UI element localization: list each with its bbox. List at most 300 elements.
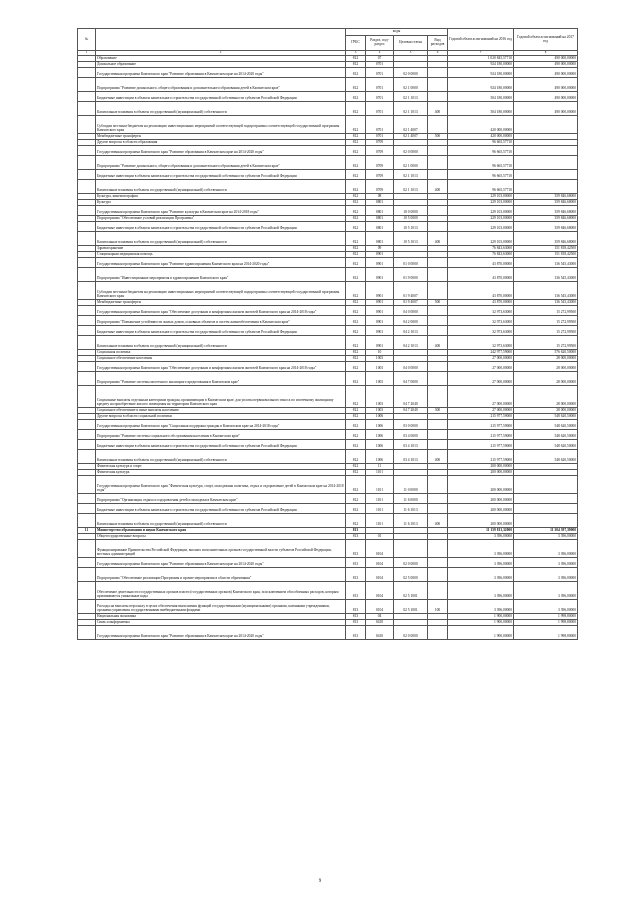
row-number	[78, 372, 96, 386]
row-name: Бюджетные инвестиции в объекты капитального строительства государственной собственности субъектов Российской Федерации	[96, 504, 346, 514]
row-expense-type: 500	[428, 300, 448, 306]
row-expense-type	[428, 146, 448, 156]
row-amount-2016: 215 977,59000	[448, 450, 514, 464]
row-target-article: 11 0 0000	[394, 476, 428, 494]
row-name: Капитальные вложения в объекты государственной (муниципальной) собственности	[96, 514, 346, 528]
table-row	[78, 156, 578, 170]
row-amount-2017: 3 396,00000	[514, 540, 578, 558]
row-grbs: 812	[346, 356, 366, 362]
row-number	[78, 206, 96, 216]
row-grbs: 812	[346, 414, 366, 420]
row-target-article: 02 1 1013	[394, 102, 428, 116]
row-amount-2017: 3 396,00000	[514, 558, 578, 568]
row-grbs: 812	[346, 440, 366, 450]
row-razdel: 1006	[366, 420, 394, 430]
row-amount-2017	[514, 116, 578, 134]
row-amount-2017: 136 545,43000	[514, 300, 578, 306]
row-expense-type: 300	[428, 408, 448, 414]
row-target-article: 02 1 1013	[394, 180, 428, 194]
row-number	[78, 362, 96, 372]
row-amount-2016: 200 000,00000	[448, 470, 514, 476]
row-number	[78, 430, 96, 440]
table-row	[78, 68, 578, 78]
row-razdel: 0901	[366, 306, 394, 316]
row-razdel: 0801	[366, 206, 394, 216]
row-amount-2016: 76 843,63000	[448, 252, 514, 258]
row-razdel: 0901	[366, 326, 394, 336]
row-target-article: 10 5 1013	[394, 222, 428, 232]
row-amount-2016: 229 103,00000	[448, 232, 514, 246]
row-amount-2016: 3 396,00000	[448, 558, 514, 568]
table-row	[78, 282, 578, 300]
row-expense-type	[428, 170, 448, 180]
row-razdel: 0801	[366, 232, 394, 246]
row-amount-2016: 32 973,63000	[448, 326, 514, 336]
table-row	[78, 170, 578, 180]
row-amount-2016: 229 103,00000	[448, 194, 514, 200]
row-amount-2017: 548 620,50000	[514, 420, 578, 430]
row-razdel: 0709	[366, 180, 394, 194]
row-grbs: 812	[346, 206, 366, 216]
row-target-article: 03 4 1013	[394, 450, 428, 464]
row-razdel: 0709	[366, 170, 394, 180]
row-amount-2017: 136 545,43000	[514, 268, 578, 282]
row-amount-2017: 490 000,00000	[514, 68, 578, 78]
row-expense-type	[428, 92, 448, 102]
header-target-article: Целевая статья	[394, 36, 428, 51]
row-razdel: 11	[366, 464, 394, 470]
row-target-article: 02 1 0000	[394, 156, 428, 170]
row-amount-2016: 229 103,00000	[448, 222, 514, 232]
row-amount-2017: 359 846,68000	[514, 216, 578, 222]
row-target-article: 02 0 0000	[394, 626, 428, 640]
row-name: Подпрограмма "Развитие системы ипотечного жилищного кредитования в Камчатском крае"	[96, 372, 346, 386]
row-name: Межбюджетные трансферты	[96, 300, 346, 306]
row-amount-2016: 924 180,00000	[448, 62, 514, 68]
header-razdel: Раздел, под-раздел	[366, 36, 394, 51]
row-number	[78, 540, 96, 558]
row-razdel: 0701	[366, 78, 394, 92]
row-amount-2016: 200 000,00000	[448, 504, 514, 514]
row-name: Национальная экономика	[96, 614, 346, 620]
row-amount-2017: 151 818,42500	[514, 252, 578, 258]
row-amount-2016: 43 870,00000	[448, 268, 514, 282]
row-expense-type	[428, 116, 448, 134]
row-razdel: 0701	[366, 102, 394, 116]
row-amount-2017: 3 396,00000	[514, 582, 578, 600]
row-name: Субсидии местным бюджетам на реализацию инвестиционных мероприятий соответствующей подпрограммы соответствующей государственной программы Камчатского края	[96, 282, 346, 300]
row-grbs: 813	[346, 568, 366, 582]
row-target-article	[394, 540, 428, 558]
row-number	[78, 514, 96, 528]
row-amount-2017: 1 998,80000	[514, 620, 578, 626]
row-amount-2017: 548 620,50000	[514, 440, 578, 450]
row-grbs: 813	[346, 600, 366, 614]
row-target-article: 04 2 1013	[394, 326, 428, 336]
row-target-article: 02 1 1013	[394, 92, 428, 102]
row-amount-2016: 215 977,59000	[448, 414, 514, 420]
row-grbs: 812	[346, 362, 366, 372]
row-amount-2017: 548 620,50000	[514, 430, 578, 440]
row-amount-2016: 96 665,57710	[448, 146, 514, 156]
row-name: Капитальные вложения в объекты государственной (муниципальной) собственности	[96, 336, 346, 350]
row-grbs: 812	[346, 476, 366, 494]
row-name: Здравоохранение	[96, 246, 346, 252]
column-index: 8	[514, 51, 578, 56]
row-grbs: 812	[346, 470, 366, 476]
row-number	[78, 180, 96, 194]
row-name: Капитальные вложения в объекты государственной (муниципальной) собственности	[96, 450, 346, 464]
row-expense-type	[428, 540, 448, 558]
table-row	[78, 626, 578, 640]
row-name: Государственная программа Камчатского края "Развитие образования в Камчатском крае на 2014-2020 годы"	[96, 558, 346, 568]
row-target-article: 04 7 2040	[394, 386, 428, 408]
row-expense-type	[428, 582, 448, 600]
row-grbs: 812	[346, 268, 366, 282]
row-name: Подпрограмма "Развитие дошкольного, общего образования и дополнительного образования детей в Камчатском крае"	[96, 78, 346, 92]
row-razdel: 0901	[366, 300, 394, 306]
row-expense-type	[428, 420, 448, 430]
table-row	[78, 232, 578, 246]
row-razdel: 1003	[366, 372, 394, 386]
row-razdel: 01	[366, 534, 394, 540]
row-expense-type	[428, 504, 448, 514]
row-number	[78, 450, 96, 464]
row-grbs: 812	[346, 78, 366, 92]
row-amount-2016: 420 000,00000	[448, 134, 514, 140]
row-expense-type: 400	[428, 336, 448, 350]
row-grbs: 812	[346, 116, 366, 134]
row-expense-type	[428, 258, 448, 268]
row-amount-2016: 229 103,00000	[448, 206, 514, 216]
row-amount-2017: 15 272,99500	[514, 306, 578, 316]
table-row	[78, 372, 578, 386]
column-index: 2	[96, 51, 346, 56]
row-number	[78, 232, 96, 246]
table-row	[78, 326, 578, 336]
row-amount-2017: 11 304 397,39000	[514, 528, 578, 534]
row-name: Бюджетные инвестиции в объекты капитального строительства государственной собственности субъектов Российской Федерации	[96, 326, 346, 336]
row-number	[78, 326, 96, 336]
row-target-article: 11 6 1013	[394, 514, 428, 528]
row-number	[78, 156, 96, 170]
table-row	[78, 206, 578, 216]
row-grbs: 813	[346, 540, 366, 558]
row-amount-2017: 15 272,99500	[514, 326, 578, 336]
row-name: Бюджетные инвестиции в объекты капитального строительства государственной собственности субъектов Российской Федерации	[96, 222, 346, 232]
row-razdel: 10	[366, 350, 394, 356]
row-number	[78, 68, 96, 78]
row-name: Другие вопросы в области социальной политики	[96, 414, 346, 420]
row-amount-2016: 3 396,00000	[448, 600, 514, 614]
row-grbs: 812	[346, 408, 366, 414]
row-amount-2016: 43 870,00000	[448, 282, 514, 300]
row-razdel: 0104	[366, 600, 394, 614]
row-amount-2016: 1 900,00000	[448, 614, 514, 620]
row-razdel: 1101	[366, 514, 394, 528]
row-amount-2017: 151 818,42500	[514, 246, 578, 252]
table-row	[78, 568, 578, 582]
row-amount-2017: 548 620,50000	[514, 414, 578, 420]
row-grbs: 812	[346, 386, 366, 408]
row-target-article: 02 0 0000	[394, 146, 428, 156]
row-expense-type	[428, 440, 448, 450]
table-row	[78, 258, 578, 268]
row-razdel: 1101	[366, 476, 394, 494]
row-number	[78, 440, 96, 450]
row-razdel: 1101	[366, 470, 394, 476]
row-expense-type	[428, 222, 448, 232]
row-razdel: 09	[366, 246, 394, 252]
row-expense-type	[428, 316, 448, 326]
row-name: Социальные выплаты отдельным категориям граждан, проживающим в Камчатском крае, для уплаты первоначального взноса по ипотечному жилищному кредиту на приобретение жилого помещения на территории Камчатского края	[96, 386, 346, 408]
table-row	[78, 450, 578, 464]
row-razdel: 1006	[366, 430, 394, 440]
row-target-article: 02 1 4007	[394, 134, 428, 140]
row-amount-2017: 490 000,00000	[514, 92, 578, 102]
row-grbs: 812	[346, 156, 366, 170]
row-expense-type: 100	[428, 600, 448, 614]
row-grbs: 812	[346, 350, 366, 356]
row-target-article: 04 7 0000	[394, 372, 428, 386]
row-grbs: 813	[346, 582, 366, 600]
row-target-article: 01 9 4007	[394, 282, 428, 300]
column-index: 1	[78, 51, 96, 56]
row-amount-2016: 27 000,00000	[448, 362, 514, 372]
row-name: Бюджетные инвестиции в объекты капитального строительства государственной собственности субъектов Российской Федерации	[96, 92, 346, 102]
row-razdel: 0801	[366, 216, 394, 222]
row-amount-2017: 576 620,50000	[514, 350, 578, 356]
row-number	[78, 102, 96, 116]
column-index: 5	[394, 51, 428, 56]
row-amount-2016: 200 000,00000	[448, 464, 514, 470]
row-expense-type	[428, 476, 448, 494]
row-amount-2017: 3 396,00000	[514, 568, 578, 582]
row-amount-2017	[514, 494, 578, 504]
row-amount-2017: 490 000,00000	[514, 62, 578, 68]
row-razdel: 1006	[366, 414, 394, 420]
row-expense-type: 400	[428, 102, 448, 116]
row-number	[78, 92, 96, 102]
row-amount-2017: 490 000,00000	[514, 102, 578, 116]
row-name: Государственная программа Камчатского края "Развитие образования в Камчатском крае на 2014-2020 годы"	[96, 146, 346, 156]
table-row	[78, 386, 578, 408]
budget-table	[77, 28, 578, 640]
row-number	[78, 494, 96, 504]
row-amount-2017: 490 000,00000	[514, 78, 578, 92]
row-target-article: 04 7 2040	[394, 408, 428, 414]
row-expense-type	[428, 306, 448, 316]
row-amount-2016: 3 396,00000	[448, 540, 514, 558]
row-amount-2017: 28 000,00000	[514, 362, 578, 372]
row-target-article: 10 0 0000	[394, 206, 428, 216]
row-amount-2017: 1 998,80000	[514, 614, 578, 620]
header-codes: коды	[346, 29, 448, 36]
row-name: Государственная программа Камчатского края "Развитие образования в Камчатском крае на 2014-2020 годы"	[96, 68, 346, 78]
row-amount-2016: 504 180,00000	[448, 102, 514, 116]
row-target-article: 04 2 0000	[394, 316, 428, 326]
row-razdel: 07	[366, 56, 394, 62]
row-target-article: 10 5 1013	[394, 232, 428, 246]
header-name	[96, 29, 346, 51]
table-row	[78, 362, 578, 372]
row-target-article: 03 0 0000	[394, 420, 428, 430]
row-number	[78, 146, 96, 156]
row-amount-2016: 32 973,63000	[448, 306, 514, 316]
row-target-article: 01 9 0000	[394, 268, 428, 282]
table-row	[78, 476, 578, 494]
row-target-article: 02 1 0000	[394, 78, 428, 92]
row-name: Социальное обеспечение и иные выплаты населению	[96, 408, 346, 414]
row-amount-2016: 43 870,00000	[448, 300, 514, 306]
row-number	[78, 258, 96, 268]
row-name: Физическая культура и спорт	[96, 464, 346, 470]
table-row	[78, 600, 578, 614]
row-name: Подпрограмма "Обеспечение реализации Программы и прочие мероприятия в области образования"	[96, 568, 346, 582]
row-expense-type	[428, 372, 448, 386]
row-amount-2017: 490 000,00000	[514, 56, 578, 62]
row-amount-2017: 136 545,43000	[514, 282, 578, 300]
table-row	[78, 540, 578, 558]
row-name: Министерство образования и науки Камчатского края	[96, 528, 346, 534]
row-expense-type	[428, 156, 448, 170]
table-row	[78, 420, 578, 430]
header-grbs: ГРБС	[346, 36, 366, 51]
row-target-article: 03 4 0000	[394, 430, 428, 440]
row-number	[78, 78, 96, 92]
header-sum-2017: Годовой объем ассигнований на 2017 год	[514, 29, 578, 51]
row-expense-type: 400	[428, 514, 448, 528]
row-grbs: 812	[346, 316, 366, 326]
row-grbs: 812	[346, 450, 366, 464]
row-amount-2016: 27 000,00000	[448, 386, 514, 408]
row-grbs: 813	[346, 534, 366, 540]
row-grbs: 812	[346, 180, 366, 194]
row-razdel: 0901	[366, 316, 394, 326]
row-grbs: 812	[346, 92, 366, 102]
row-grbs: 812	[346, 102, 366, 116]
row-grbs: 812	[346, 194, 366, 200]
row-amount-2017	[514, 146, 578, 156]
row-name: Государственная программа Камчатского края "Физическая культура, спорт, молодежная политика, отдых и оздоровление детей в Камчатском крае на 2014-2018 годы"	[96, 476, 346, 494]
row-amount-2017	[514, 504, 578, 514]
row-target-article: 04 0 0000	[394, 306, 428, 316]
row-target-article: 10 5 0000	[394, 216, 428, 222]
row-grbs: 812	[346, 216, 366, 222]
row-razdel: 0701	[366, 92, 394, 102]
row-name: Бюджетные инвестиции в объекты капитального строительства государственной собственности субъектов Российской Федерации	[96, 170, 346, 180]
row-razdel: 1003	[366, 362, 394, 372]
row-amount-2017: 359 846,68000	[514, 206, 578, 216]
row-razdel: 0709	[366, 140, 394, 146]
row-grbs: 812	[346, 326, 366, 336]
row-target-article: 02 0 0000	[394, 68, 428, 78]
row-name: Функционирование Правительства Российской Федерации, высших исполнительных органов государственной власти субъектов Российской Федерации, местных администраций	[96, 540, 346, 558]
row-name: Культура, кинематография	[96, 194, 346, 200]
row-name: Подпрограмма "Повышение устойчивости жилых домов, основных объектов и систем жизнеобеспечения в Камчатском крае"	[96, 316, 346, 326]
row-number	[78, 582, 96, 600]
row-grbs: 812	[346, 430, 366, 440]
header-number: №	[78, 29, 96, 51]
row-number	[78, 222, 96, 232]
row-name: Капитальные вложения в объекты государственной (муниципальной) собственности	[96, 102, 346, 116]
row-amount-2017	[514, 170, 578, 180]
row-grbs: 813	[346, 528, 366, 534]
row-expense-type	[428, 494, 448, 504]
row-amount-2016: 27 000,00000	[448, 408, 514, 414]
row-expense-type	[428, 78, 448, 92]
row-number	[78, 386, 96, 408]
row-target-article: 02 0 0000	[394, 558, 428, 568]
row-amount-2016: 27 000,00000	[448, 356, 514, 362]
row-razdel: 0901	[366, 282, 394, 300]
row-number	[78, 476, 96, 494]
row-name: Дошкольное образование	[96, 62, 346, 68]
row-number	[78, 568, 96, 582]
row-name: Капитальные вложения в объекты государственной (муниципальной) собственности	[96, 232, 346, 246]
row-amount-2016: 420 000,00000	[448, 116, 514, 134]
row-amount-2016: 32 973,63000	[448, 336, 514, 350]
row-grbs: 812	[346, 222, 366, 232]
row-amount-2017: 28 000,00000	[514, 386, 578, 408]
row-name: Подпрограмма "Обеспечение условий реализации Программы"	[96, 216, 346, 222]
header-sum-2016: Годовой объем ассигнований на 2016 год	[448, 29, 514, 51]
row-expense-type	[428, 362, 448, 372]
row-razdel: 0901	[366, 252, 394, 258]
row-amount-2016: 924 180,00000	[448, 68, 514, 78]
row-expense-type	[428, 568, 448, 582]
row-grbs: 812	[346, 68, 366, 78]
row-amount-2017	[514, 180, 578, 194]
row-razdel: 1101	[366, 494, 394, 504]
row-grbs: 813	[346, 558, 366, 568]
row-name: Подпрограмма "Развитие дошкольного, общего образования и дополнительного образования детей в Камчатском крае"	[96, 156, 346, 170]
row-number: 11	[78, 528, 96, 534]
row-grbs: 812	[346, 252, 366, 258]
row-razdel: 0701	[366, 62, 394, 68]
row-amount-2016: 200 000,00000	[448, 514, 514, 528]
row-grbs: 812	[346, 62, 366, 68]
row-amount-2016: 229 103,00000	[448, 216, 514, 222]
row-razdel: 0801	[366, 200, 394, 206]
row-expense-type	[428, 386, 448, 408]
row-amount-2016: 3 396,00000	[448, 568, 514, 582]
row-razdel: 0801	[366, 222, 394, 232]
row-amount-2017: 359 846,68000	[514, 222, 578, 232]
row-razdel: 0701	[366, 134, 394, 140]
row-amount-2017: 359 846,68000	[514, 194, 578, 200]
row-razdel: 0701	[366, 116, 394, 134]
row-expense-type: 400	[428, 450, 448, 464]
row-target-article: 11 6 0000	[394, 494, 428, 504]
row-razdel: 1003	[366, 386, 394, 408]
row-target-article: 04 0 0000	[394, 362, 428, 372]
row-name: Субсидии местным бюджетам на реализацию инвестиционных мероприятий соответствующей подпрограммы соответствующей государственной программы Камчатского края	[96, 116, 346, 134]
row-number	[78, 268, 96, 282]
table-row	[78, 316, 578, 326]
row-razdel: 0410	[366, 626, 394, 640]
row-razdel: 1003	[366, 356, 394, 362]
row-grbs: 812	[346, 246, 366, 252]
table-row	[78, 102, 578, 116]
row-amount-2017: 1 998,80000	[514, 626, 578, 640]
row-number	[78, 558, 96, 568]
page-number: 9	[318, 879, 322, 884]
row-amount-2017: 15 272,99500	[514, 336, 578, 350]
row-expense-type: 500	[428, 134, 448, 140]
row-amount-2016: 924 180,00000	[448, 78, 514, 92]
row-grbs: 812	[346, 372, 366, 386]
